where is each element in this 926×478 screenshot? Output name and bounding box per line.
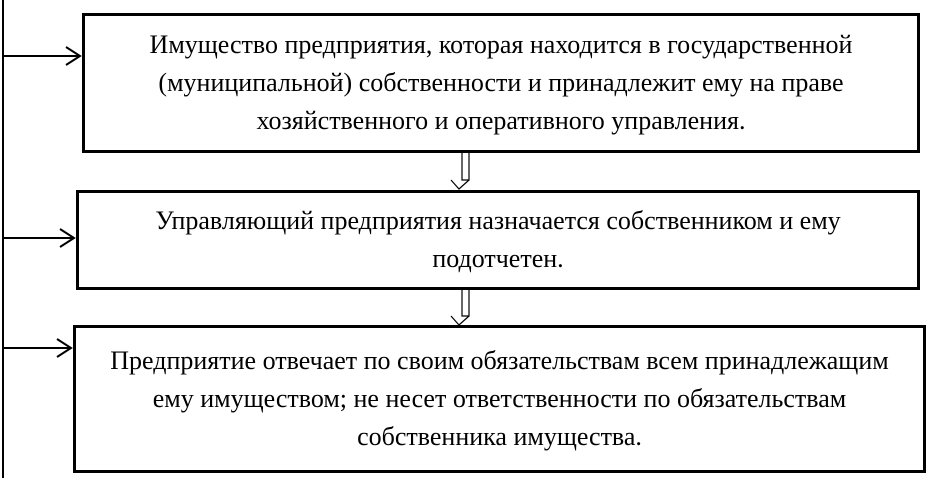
arrow-to-box-3 bbox=[3, 339, 71, 357]
box-enterprise-liability-text: Предприятие отвечает по своим обязательствам всем принадлежащим ему имуществом; не несет ответственности по обязательствам собственника имущества. bbox=[110, 346, 889, 451]
box-enterprise-property-text: Имущество предприятия, которая находится в государственной (муниципальной) собственности и принадлежит ему на праве хозяйственного и оперативного управления. bbox=[149, 30, 853, 135]
box-enterprise-property bbox=[82, 13, 920, 153]
arrow-to-box-2 bbox=[3, 229, 74, 247]
down-connector-1-2 bbox=[451, 153, 469, 189]
down-connector-2-3 bbox=[451, 290, 469, 325]
box-enterprise-liability bbox=[73, 325, 926, 473]
arrow-to-box-1 bbox=[3, 47, 80, 65]
box-manager-appointment bbox=[76, 190, 920, 290]
box-manager-appointment-text: Управляющий предприятия назначается собственником и ему подотчетен. bbox=[155, 206, 841, 273]
